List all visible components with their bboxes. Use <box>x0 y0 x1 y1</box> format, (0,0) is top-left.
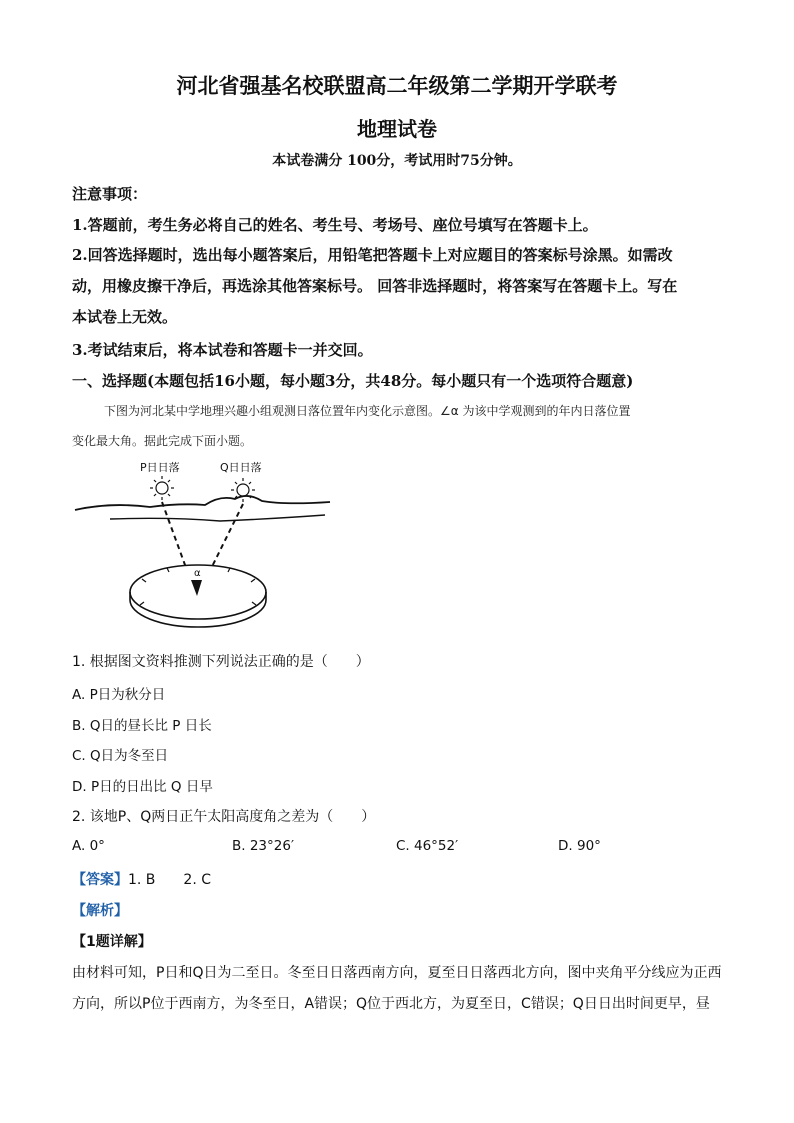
answer-tag: 【答案】 <box>72 872 128 888</box>
q-sunset-label: Q日日落 <box>220 461 262 474</box>
question-1-option-b: B. Q日的昼长比 P 日长 <box>72 718 212 734</box>
ground-line <box>110 515 325 521</box>
question-2-option-a: A. 0° <box>72 838 105 854</box>
intro-text: 下图为河北某中学地理兴趣小组观测日落位置年内变化示意图。∠α 为该中学观测到的年内日落位置 <box>104 404 631 418</box>
horizon-line <box>75 496 330 510</box>
section-heading: 一、选择题(本题包括16小题，每小题3分，共48分。每小题只有一个选项符合题意) <box>72 372 634 390</box>
answer-text: 1. B 2. C <box>128 872 211 888</box>
sunset-figure <box>70 455 340 645</box>
answer-line <box>72 869 732 889</box>
question-1-stem: 1. 根据图文资料推测下列说法正确的是（ ） <box>72 654 370 670</box>
analysis-line <box>72 900 732 920</box>
p-sun-icon <box>150 476 174 500</box>
exam-info: 本试卷满分 100分，考试用时75分钟。 <box>272 153 522 169</box>
question-1-option-d: D. P日的日出比 Q 日早 <box>72 779 213 795</box>
analysis-text: 方向，所以P位于西南方，为冬至日，A错误；Q位于西北方，为夏至日，C错误；Q日日出时间更早，昼 <box>72 996 710 1012</box>
note-line: 1.答题前，考生务必将自己的姓名、考生号、考场号、座位号填写在答题卡上。 <box>72 216 598 234</box>
angle-alpha-label: α <box>194 568 201 579</box>
note-line: 本试卷上无效。 <box>72 308 178 326</box>
question-2-stem: 2. 该地P、Q两日正午太阳高度角之差为（ ） <box>72 809 376 825</box>
exam-title: 河北省强基名校联盟高二年级第二学期开学联考 <box>176 73 618 98</box>
note-line: 动，用橡皮擦干净后，再选涂其他答案标号。 回答非选择题时，将答案写在答题卡上。写在 <box>72 277 678 295</box>
analysis-tag: 【解析】 <box>72 903 128 919</box>
note-line: 3.考试结束后，将本试卷和答题卡一并交回。 <box>72 341 373 359</box>
analysis-subheading: 【1题详解】 <box>72 934 152 950</box>
subject-title: 地理试卷 <box>357 117 437 141</box>
question-2-option-b: B. 23°26′ <box>232 838 295 854</box>
question-2-option-c: C. 46°52′ <box>396 838 459 854</box>
p-sunset-label: P日日落 <box>140 461 180 474</box>
question-2-option-d: D. 90° <box>558 838 601 854</box>
analysis-text: 由材料可知，P日和Q日为二至日。冬至日日落西南方向，夏至日日落西北方向，图中夹角平分线应为正西 <box>72 965 722 981</box>
notes-heading: 注意事项： <box>72 185 148 203</box>
question-1-option-c: C. Q日为冬至日 <box>72 748 169 764</box>
question-1-option-a: A. P日为秋分日 <box>72 687 166 703</box>
note-line: 2.回答选择题时，选出每小题答案后，用铅笔把答题卡上对应题目的答案标号涂黑。如需改 <box>72 246 673 264</box>
intro-text: 变化最大角。据此完成下面小题。 <box>72 434 253 448</box>
